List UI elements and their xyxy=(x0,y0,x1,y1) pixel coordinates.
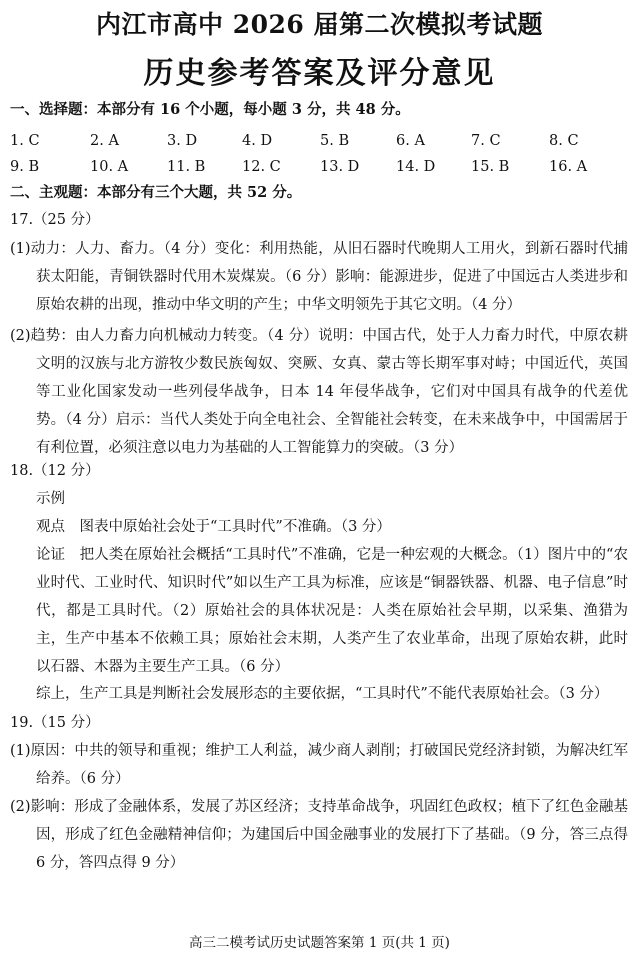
answer-11: 11. B xyxy=(167,159,206,175)
answer-5: 5. B xyxy=(320,133,350,149)
exam-title: 内江市高中 2026 届第二次模拟考试题 xyxy=(96,10,543,39)
q18-argument: 论证 把人类在原始社会概括“工具时代”不准确，它是一种宏观的大概念。（1）图片中的“农业时代、工业时代、知识时代”如以生产工具为标准，应该是“铜器铁器、机器、电子信息”时代，都是工具时代。（2）原始社会的具体状况是：人类在原始社会早期，以采集、渔猎为主，生产中基本不依赖工具；原始社会末期，人类产生了农业革命，出现了原始农耕，此时以石器、木器为主要生产工具。（6 分） xyxy=(36,547,628,675)
answer-13: 13. D xyxy=(320,159,360,175)
answer-4: 4. D xyxy=(242,133,273,149)
q19-header: 19.（15 分） xyxy=(10,715,100,731)
page-footer: 高三二模考试历史试题答案第 1 页(共 1 页) xyxy=(189,935,450,951)
q18-header: 18.（12 分） xyxy=(10,463,100,479)
answer-12: 12. C xyxy=(242,159,281,175)
answer-9: 9. B xyxy=(10,159,40,175)
section2-heading: 二、主观题：本部分有三个大题，共 52 分。 xyxy=(10,184,302,201)
section1-heading: 一、选择题：本部分有 16 个小题，每小题 3 分，共 48 分。 xyxy=(10,101,410,118)
q18-example-label: 示例 xyxy=(36,491,65,507)
q18-viewpoint: 观点 图表中原始社会处于“工具时代”不准确。（3 分） xyxy=(36,519,391,535)
answer-7: 7. C xyxy=(471,133,501,149)
answer-2: 2. A xyxy=(90,133,119,149)
q19-part1: (1)原因：中共的领导和重视；维护工人利益，减少商人剥削；打破国民党经济封锁，为解决红军给养。（6 分） xyxy=(10,743,628,787)
q17-part1: (1)动力：人力、畜力。（4 分）变化：利用热能，从旧石器时代晚期人工用火，到新石器时代捕获太阳能，青铜铁器时代用木炭煤炭。（6 分）影响：能源进步，促进了中国远古人类进步和原始农耕的出现，推动中华文明的产生；中华文明领先于其它文明。（4 分） xyxy=(10,241,628,313)
answer-3: 3. D xyxy=(167,133,198,149)
page-title: 历史参考答案及评分意见 xyxy=(143,56,496,91)
q19-part2: (2)影响：形成了金融体系，发展了苏区经济；支持革命战争，巩固红色政权；植下了红色金融基因，形成了红色金融精神信仰；为建国后中国金融事业的发展打下了基础。（9 分，答三点得 6 分，答四点得 9 分） xyxy=(10,799,628,871)
answer-15: 15. B xyxy=(471,159,510,175)
answer-14: 14. D xyxy=(396,159,436,175)
q17-header: 17.（25 分） xyxy=(10,212,100,228)
answer-8: 8. C xyxy=(549,133,579,149)
answer-1: 1. C xyxy=(10,133,40,149)
q17-part2: (2)趋势：由人力畜力向机械动力转变。（4 分）说明：中国古代，处于人力畜力时代，中原农耕文明的汉族与北方游牧少数民族匈奴、突厥、女真、蒙古等长期军事对峙；中国近代，英国等工业化国家发动一些列侵华战争，日本 14 年侵华战争，它们对中国具有战争的代差优势。（4 分）启示：当代人类处于向全电社会、全智能社会转变，在未来战争中，中国需居于有利位置，必须注意以电力为基础的人工智能算力的突破。（3 分） xyxy=(10,328,628,456)
answer-6: 6. A xyxy=(396,133,425,149)
answer-10: 10. A xyxy=(90,159,129,175)
q18-conclusion: 综上，生产工具是判断社会发展形态的主要依据，“工具时代”不能代表原始社会。（3 分） xyxy=(36,686,609,702)
answer-16: 16. A xyxy=(549,159,588,175)
